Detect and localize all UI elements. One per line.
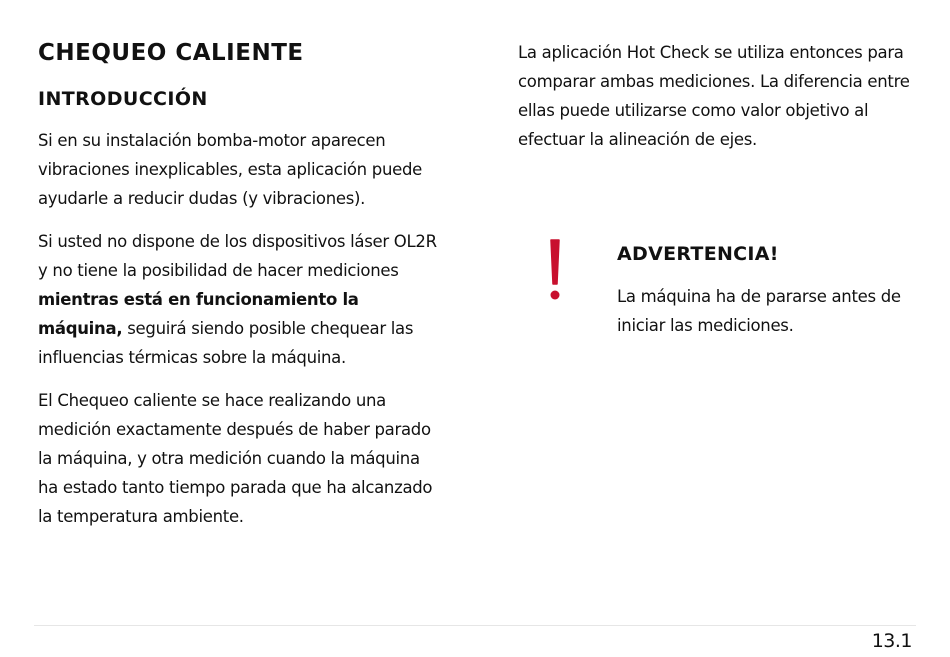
section-heading: INTRODUCCIÓN: [38, 88, 208, 110]
paragraph-2-bold-text: mientras está en funcionamiento la máquina,: [38, 290, 359, 338]
page-title: CHEQUEO CALIENTE: [38, 40, 304, 66]
paragraph-2: [38, 227, 438, 372]
page-number: 13.1: [871, 630, 912, 652]
paragraph-3-text: El Chequeo caliente se hace realizando una medición exactamente después de haber parado la máquina, y otra medición cuando la máquina ha estado tanto tiempo parada que ha alcanzado la temperatura ambiente.: [38, 391, 433, 526]
footer-divider: [34, 625, 916, 626]
paragraph-1: [38, 126, 438, 213]
paragraph-2-text-start: Si usted no dispone de los dispositivos láser OL2R y no tiene la posibilidad de hacer mediciones: [38, 232, 437, 280]
paragraph-1-text: Si en su instalación bomba-motor aparecen vibraciones inexplicables, esta aplicación puede ayudarle a reducir dudas (y vibraciones).: [38, 131, 422, 208]
paragraph-4: [518, 38, 918, 154]
exclamation-icon: [540, 238, 570, 304]
warning-title: ADVERTENCIA!: [617, 243, 779, 265]
warning-text: La máquina ha de pararse antes de iniciar las mediciones.: [617, 287, 901, 335]
left-column: [38, 36, 438, 545]
paragraph-4-text: La aplicación Hot Check se utiliza entonces para comparar ambas mediciones. La diferencia entre ellas puede utilizarse como valor objetivo al efectuar la alineación de ejes.: [518, 43, 910, 149]
warning-box: [540, 238, 920, 358]
paragraph-3: [38, 386, 438, 531]
right-column: [518, 38, 918, 168]
paragraph-2-text-end: seguirá siendo posible chequear las influencias térmicas sobre la máquina.: [38, 319, 414, 367]
